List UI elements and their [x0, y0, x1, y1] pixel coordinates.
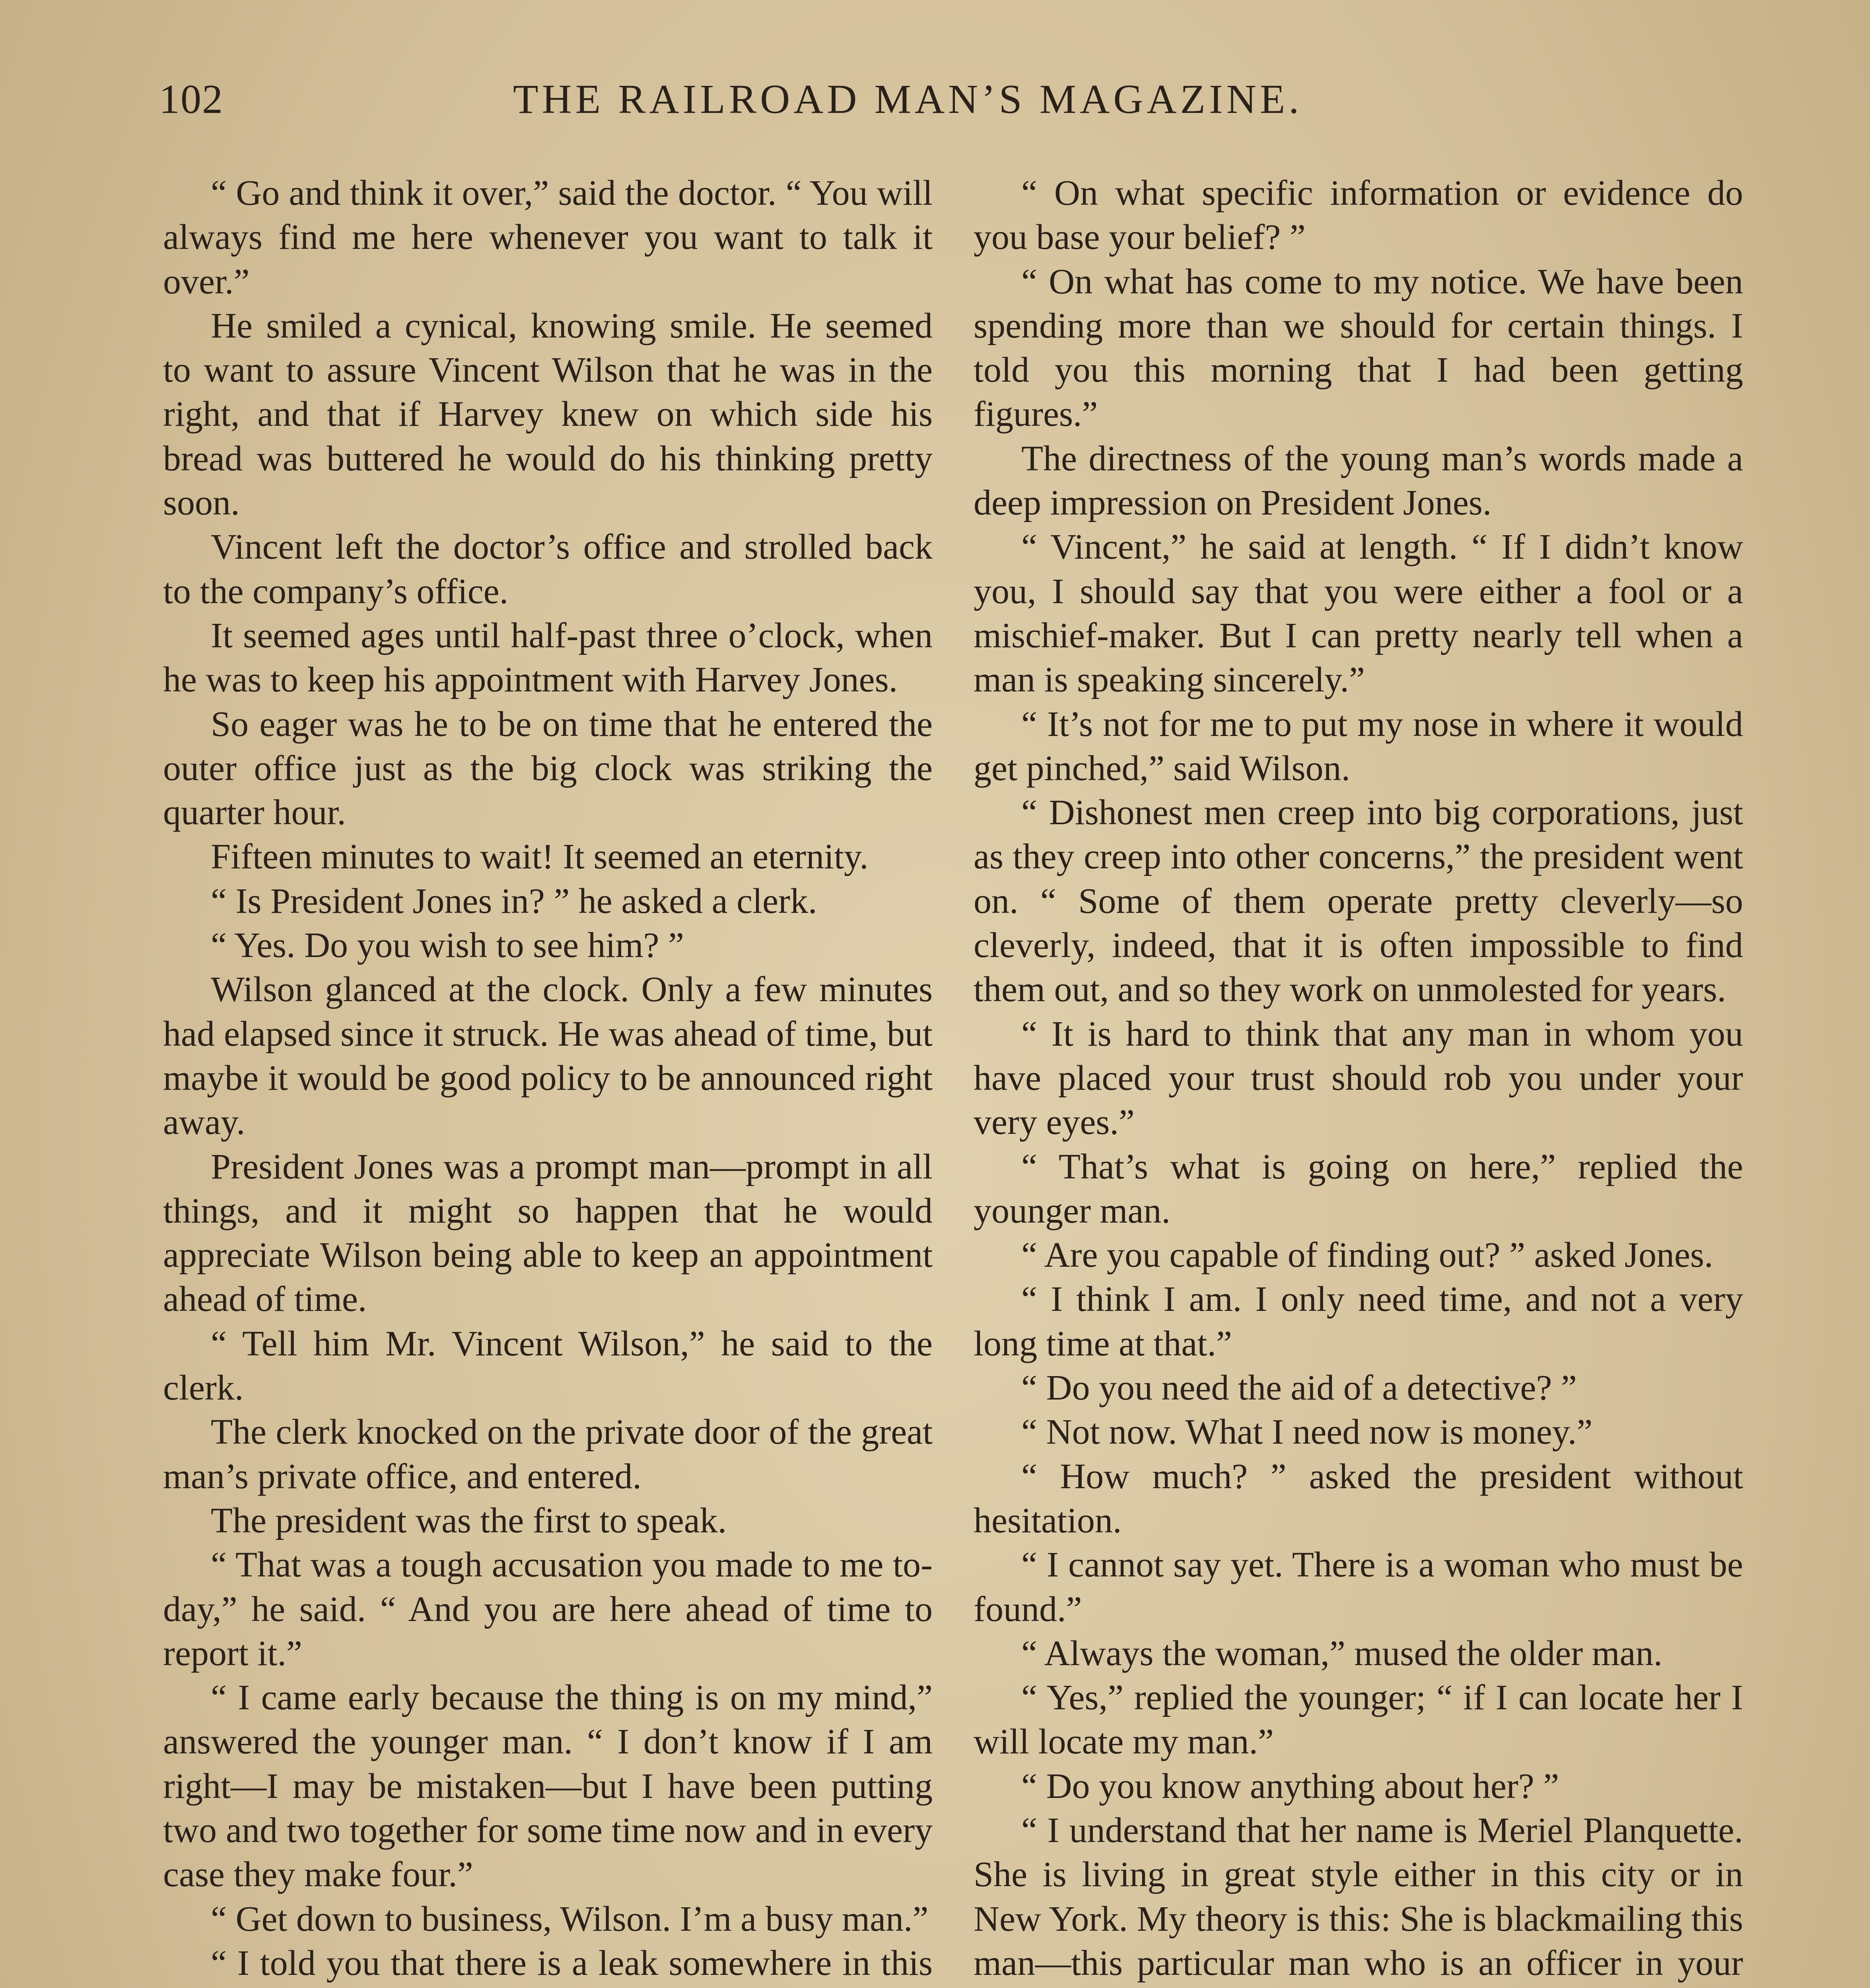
paragraph: “ Go and think it over,” said the doctor. “ You will always find me here whenever you want to talk it over.”	[163, 173, 933, 301]
paragraph: “ Tell him Mr. Vincent Wilson,” he said to the clerk.	[163, 1324, 933, 1408]
paragraph: Wilson glanced at the clock. Only a few minutes had elapsed since it struck. He was ahead of time, but maybe it would be good policy to be announced right away.	[163, 970, 933, 1142]
paragraph: “ That’s what is going on here,” replied the younger man.	[974, 1147, 1743, 1231]
paragraph: “ I understand that her name is Meriel Planquette. She is living in great style either in this city or in New York. My theory is this: She is blackmailing this man—this particular man who is an officer in your	[974, 1810, 1743, 1983]
page-header	[159, 76, 1742, 135]
paragraph: “ Yes,” replied the younger; “ if I can locate her I will locate my man.”	[974, 1678, 1743, 1762]
paragraph: “ On what specific information or evidence do you base your belief? ”	[974, 173, 1743, 257]
paragraph: “ How much? ” asked the president without hesitation.	[974, 1456, 1743, 1540]
paragraph: “ I told you that there is a leak somewhere in this	[211, 1943, 933, 1983]
paragraph: Vincent left the doctor’s office and strolled back to the company’s office.	[163, 527, 933, 611]
paragraph: “ Get down to business, Wilson. I’m a busy man.”	[211, 1899, 929, 1939]
paragraph: “ It’s not for me to put my nose in where it would get pinched,” said Wilson.	[974, 704, 1743, 788]
paragraph: So eager was he to be on time that he entered the outer office just as the big clock was striking the quarter hour.	[163, 704, 933, 833]
magazine-title: THE RAILROAD MAN’S MAGAZINE.	[513, 76, 1303, 122]
paragraph: The clerk knocked on the private door of the great man’s private office, and entered.	[163, 1412, 933, 1496]
paragraph: “ Vincent,” he said at length. “ If I didn’t know you, I should say that you were either a fool or a mischief-maker. But I can pretty nearly tell when a man is speaking sincerely.”	[974, 527, 1743, 700]
paragraph: “ Do you need the aid of a detective? ”	[1021, 1368, 1577, 1408]
right-text-column	[974, 171, 1743, 1988]
paragraph: “ Is President Jones in? ” he asked a clerk.	[211, 881, 817, 921]
paragraph: “ On what has come to my notice. We have been spending more than we should for certain things. I told you this morning that I had been getting figures.”	[974, 262, 1743, 434]
page-number: 102	[159, 76, 224, 122]
paragraph: “ That was a tough accusation you made to me to-day,” he said. “ And you are here ahead of time to report it.”	[163, 1545, 933, 1673]
paragraph: He smiled a cynical, knowing smile. He seemed to want to assure Vincent Wilson that he was in the right, and that if Harvey knew on which side his bread was buttered he would do his thinking pretty soon.	[163, 306, 933, 523]
paragraph: President Jones was a prompt man—prompt in all things, and it might so happen that he would appreciate Wilson being able to keep an appointment ahead of time.	[163, 1147, 933, 1319]
paragraph: “ Not now. What I need now is money.”	[1021, 1412, 1593, 1452]
paragraph: “ Are you capable of finding out? ” asked Jones.	[1021, 1235, 1713, 1275]
paragraph: “ I came early because the thing is on my mind,” answered the younger man. “ I don’t know if I am right—I may be mistaken—but I have been putting two and two together for some time now and in every case they make four.”	[163, 1678, 933, 1895]
paragraph: “ Do you know anything about her? ”	[1021, 1766, 1559, 1806]
paragraph: “ It is hard to think that any man in whom you have placed your trust should rob you under your very eyes.”	[974, 1014, 1743, 1142]
paragraph: “ Always the woman,” mused the older man.	[1021, 1633, 1663, 1673]
paragraph: It seemed ages until half-past three o’clock, when he was to keep his appointment with Harvey Jones.	[163, 615, 933, 700]
paragraph: “ Dishonest men creep into big corporations, just as they creep into other concerns,” the president went on. “ Some of them operate pretty cleverly—so cleverly, indeed, that it is often impossible to find them out, and so they work on unmolested for years.	[974, 793, 1743, 1010]
paragraph: Fifteen minutes to wait! It seemed an eternity.	[211, 837, 869, 877]
left-text-column	[163, 171, 933, 1988]
paragraph: “ I cannot say yet. There is a woman who must be found.”	[974, 1545, 1743, 1629]
paragraph: The directness of the young man’s words made a deep impression on President Jones.	[974, 439, 1743, 523]
paragraph: The president was the first to speak.	[211, 1501, 727, 1540]
paragraph: “ Yes. Do you wish to see him? ”	[211, 926, 684, 965]
paragraph: “ I think I am. I only need time, and not a very long time at that.”	[974, 1279, 1743, 1363]
